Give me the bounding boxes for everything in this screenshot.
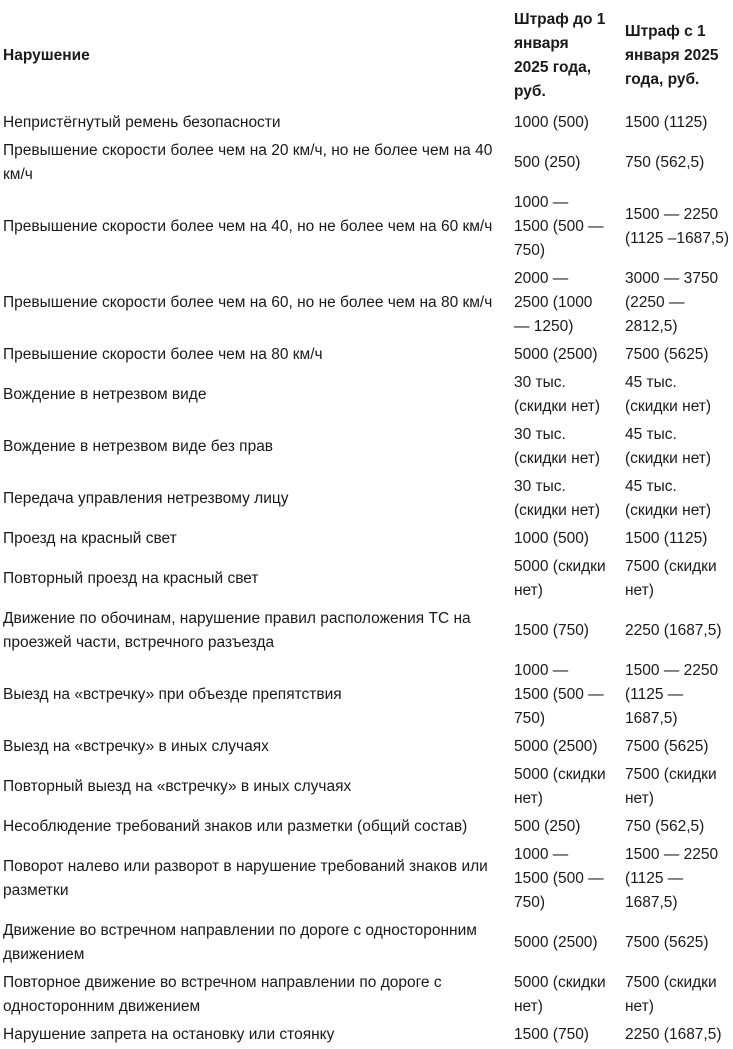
fine-before-cell: 30 тыс. (скидки нет) [514,478,601,519]
fine-before-cell: 30 тыс. (скидки нет) [514,374,601,415]
fine-before-cell: 2000 — 2500 (1000 — 1250) [514,270,593,335]
fine-before-cell: 1000 (500) [514,530,589,547]
fine-before-cell: 5000 (скидки нет) [514,974,606,1015]
fine-after-cell: 2250 (1687,5) [625,622,722,639]
fine-after-cell: 750 (562,5) [625,154,705,171]
table-row [0,841,733,917]
fine-before-cell: 500 (250) [514,154,581,171]
violation-cell: Повторный выезд на «встречку» в иных случаях [3,778,352,795]
fine-after-cell: 7500 (5625) [625,346,709,363]
violation-cell: Вождение в нетрезвом виде без прав [3,438,274,455]
fine-before-cell: 1500 (750) [514,622,589,639]
fine-after-cell: 45 тыс. (скидки нет) [625,478,712,519]
table-row [0,189,733,265]
fine-before-cell: 30 тыс. (скидки нет) [514,426,601,467]
violation-cell: Повторный проезд на красный свет [3,570,259,587]
table-row [0,473,733,525]
table-body [0,109,733,1049]
table-row [0,553,733,605]
header-row [0,0,733,109]
header-fine-before-2025: Штраф до 1 января 2025 года, руб. [514,11,606,100]
fine-before-cell: 5000 (2500) [514,346,598,363]
fine-after-cell: 1500 (1125) [625,114,708,131]
fine-after-cell: 7500 (скидки нет) [625,974,717,1015]
fine-before-cell: 5000 (скидки нет) [514,766,606,807]
fine-after-cell: 1500 (1125) [625,530,708,547]
fine-after-cell: 2250 (1687,5) [625,1026,722,1043]
fine-after-cell: 7500 (5625) [625,934,709,951]
fine-after-cell: 45 тыс. (скидки нет) [625,426,712,467]
table-row [0,605,733,657]
violation-cell: Движение по обочинам, нарушение правил расположения ТС на проезжей части, встречного разъезда [3,610,471,651]
table-row [0,761,733,813]
violation-cell: Выезд на «встречку» при объезде препятствия [3,686,342,703]
table-header [0,0,733,109]
violation-cell: Проезд на красный свет [3,530,177,547]
fine-before-cell: 500 (250) [514,818,581,835]
violation-cell: Передача управления нетрезвому лицу [3,490,289,507]
table-row [0,813,733,841]
violation-cell: Непристёгнутый ремень безопасности [3,114,281,131]
fine-before-cell: 1000 — 1500 (500 — 750) [514,846,604,911]
header-fine-after-2025: Штраф с 1 января 2025 года, руб. [625,23,719,88]
violation-cell: Повторное движение во встречном направлении по дороге с односторонним движением [3,974,442,1015]
table-row [0,733,733,761]
table-row [0,109,733,137]
fine-after-cell: 1500 — 2250 (1125 — 1687,5) [625,662,719,727]
table-row [0,137,733,189]
violation-cell: Несоблюдение требований знаков или разметки (общий состав) [3,818,468,835]
fine-after-cell: 3000 — 3750 (2250 — 2812,5) [625,270,719,335]
table-row [0,969,733,1021]
fine-after-cell: 750 (562,5) [625,818,705,835]
fine-after-cell: 1500 — 2250 (1125 — 1687,5) [625,846,719,911]
violation-cell: Выезд на «встречку» в иных случаях [3,738,269,755]
violation-cell: Превышение скорости более чем на 40, но не более чем на 60 км/ч [3,218,493,235]
fine-before-cell: 1000 — 1500 (500 — 750) [514,194,604,259]
violation-cell: Нарушение запрета на остановку или стоянку [3,1026,335,1043]
violation-cell: Вождение в нетрезвом виде [3,386,207,403]
fine-before-cell: 5000 (скидки нет) [514,558,606,599]
table-row [0,265,733,341]
table-row [0,917,733,969]
fine-after-cell: 7500 (скидки нет) [625,558,717,599]
fine-after-cell: 1500 — 2250 (1125 –1687,5) [625,206,729,247]
violation-cell: Превышение скорости более чем на 80 км/ч [3,346,323,363]
table-row [0,421,733,473]
fine-before-cell: 1000 (500) [514,114,589,131]
fine-after-cell: 7500 (5625) [625,738,709,755]
fine-before-cell: 1000 — 1500 (500 — 750) [514,662,604,727]
fine-after-cell: 45 тыс. (скидки нет) [625,374,712,415]
table-row [0,1021,733,1049]
header-violation: Нарушение [3,47,90,64]
fine-before-cell: 1500 (750) [514,1026,589,1043]
table-row [0,657,733,733]
fine-before-cell: 5000 (2500) [514,934,598,951]
table-row [0,341,733,369]
violation-cell: Превышение скорости более чем на 60, но не более чем на 80 км/ч [3,294,493,311]
table-row [0,525,733,553]
fine-before-cell: 5000 (2500) [514,738,598,755]
table-row [0,369,733,421]
violation-cell: Поворот налево или разворот в нарушение требований знаков или разметки [3,858,488,899]
fine-after-cell: 7500 (скидки нет) [625,766,717,807]
violation-cell: Движение во встречном направлении по дороге с односторонним движением [3,922,477,963]
violation-cell: Превышение скорости более чем на 20 км/ч, но не более чем на 40 км/ч [3,142,493,183]
